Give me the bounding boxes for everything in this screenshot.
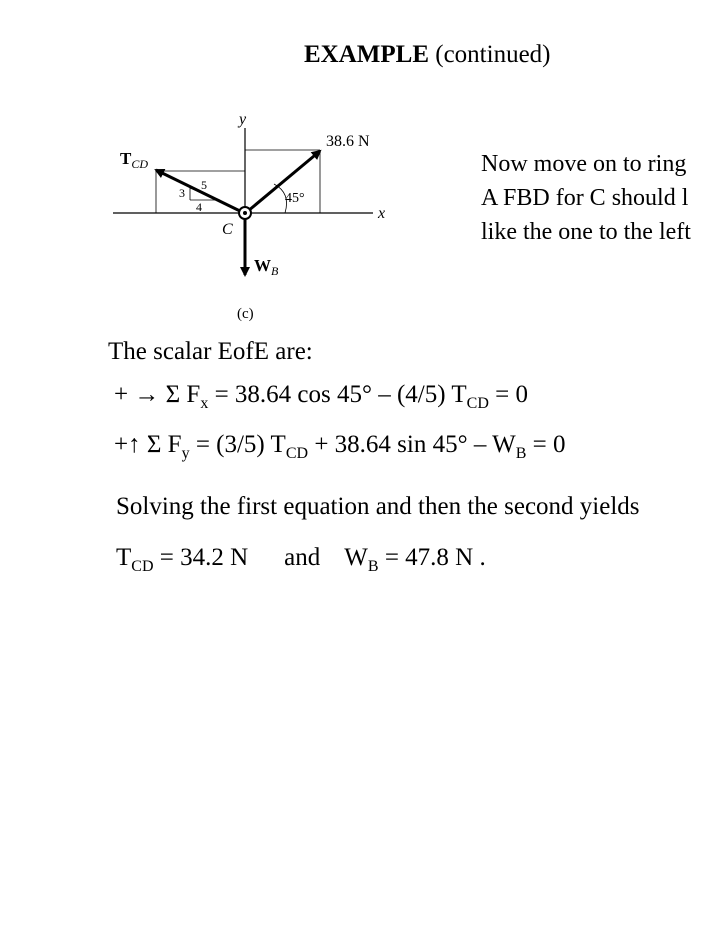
slope-rise-label: 3: [179, 186, 185, 200]
slope-run-label: 4: [196, 200, 202, 214]
intro-line-2: A FBD for C should l: [481, 185, 689, 211]
figure-caption: (c): [237, 306, 254, 322]
page-title: [304, 40, 550, 70]
equation-2: +↑ Σ $F_y = (3/5) T_{CD} + 38.64$ $\sin 45^\circ - W_B = 0$: [114, 431, 566, 462]
solving-text: Solving the first equation and then the second yields: [116, 493, 640, 520]
equation-1: + → Σ $F_x = 38.64$ cos 45° – (4/5) $T_{CD} = 0$: [114, 381, 528, 412]
free-body-diagram: [108, 108, 408, 330]
slope-hyp-label: 5: [201, 178, 207, 192]
intro-line-3: like the one to the left: [481, 219, 691, 245]
scalar-heading: The scalar EofE are:: [108, 338, 313, 365]
title-rest: (continued): [435, 41, 551, 68]
ring-c-inner: [243, 211, 247, 215]
tension-label: $T_{CD}$: [120, 149, 149, 171]
result-line: $T_{CD} = 34.2$ N and $W_B = 47.8$ N .: [116, 544, 486, 575]
angle-label: 45°: [285, 191, 305, 206]
point-label: C: [222, 221, 233, 238]
intro-line-1: Now move on to ring: [481, 151, 687, 177]
x-axis-label: x: [378, 205, 386, 222]
title-bold: EXAMPLE: [304, 41, 429, 68]
y-axis-label: y: [239, 111, 247, 128]
force-arrow: [248, 151, 320, 211]
force-label: 38.6 N: [326, 133, 370, 150]
weight-label: $W_B$: [254, 256, 279, 278]
